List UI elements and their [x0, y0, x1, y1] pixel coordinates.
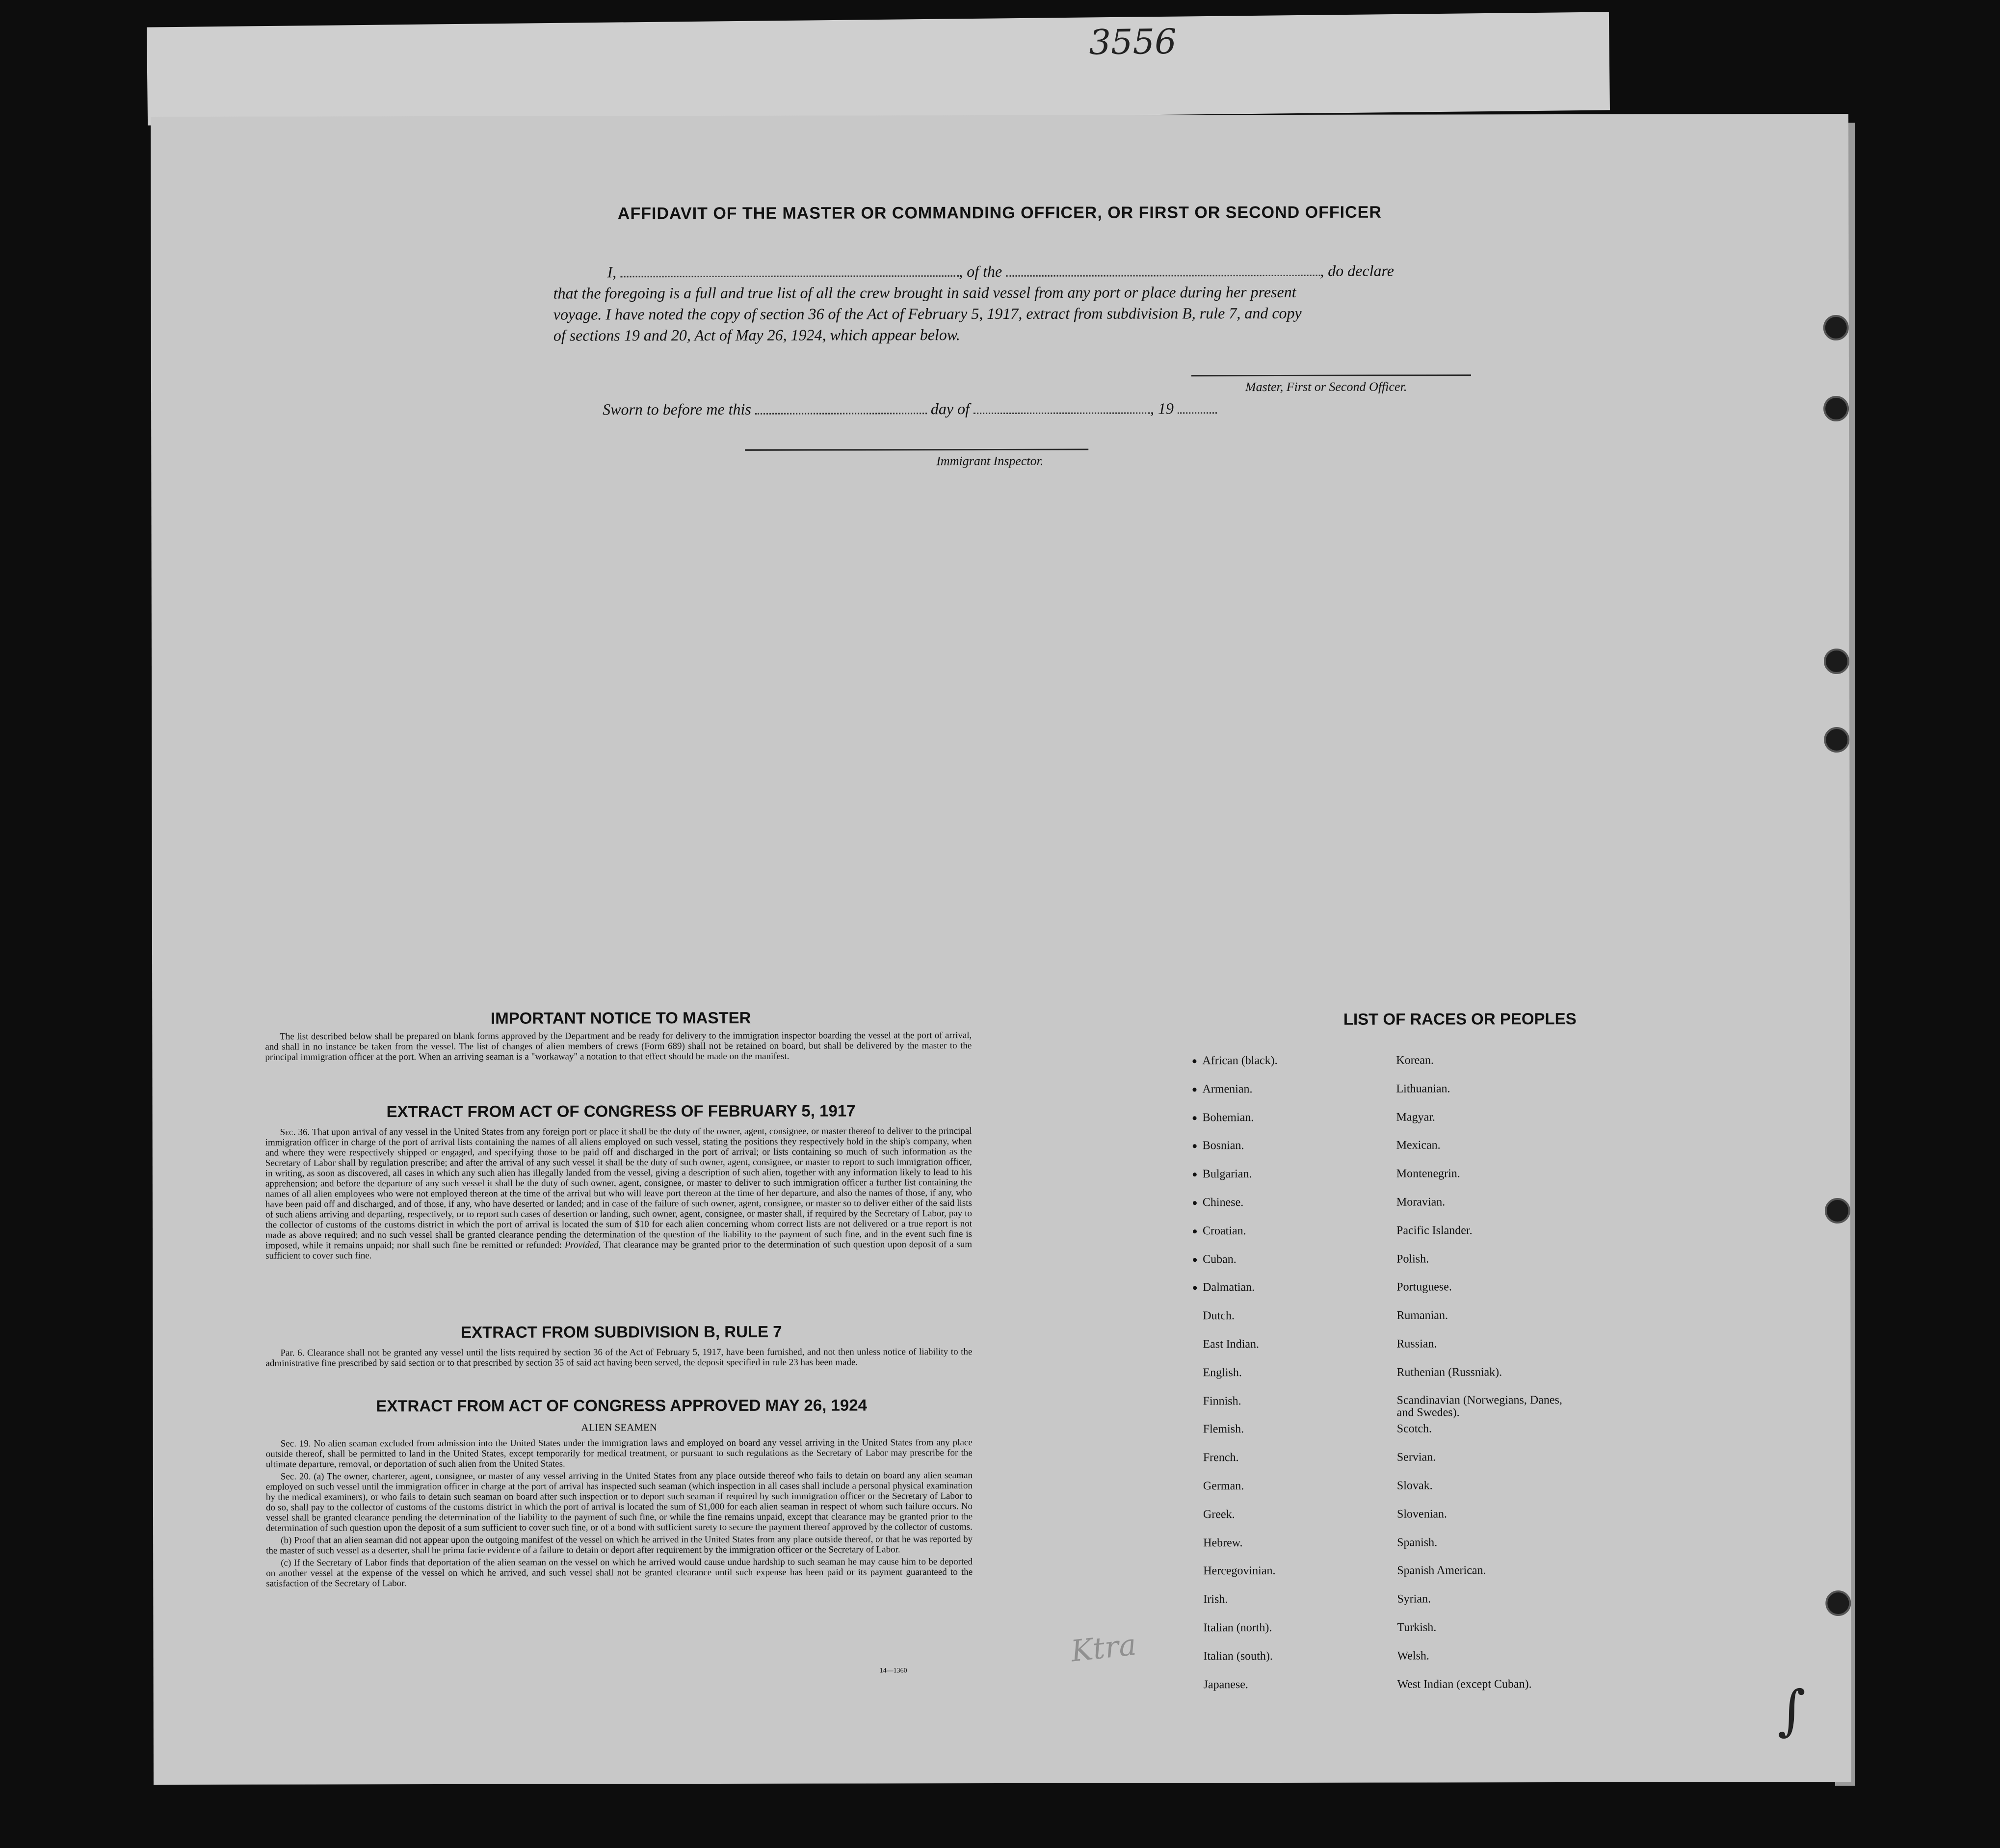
name-field[interactable] [620, 262, 959, 277]
race-item: Portuguese. [1396, 1280, 1452, 1294]
race-item: Korean. [1396, 1054, 1434, 1067]
race-item: Montenegrin. [1396, 1167, 1460, 1180]
affidavit-line-1 [607, 261, 1672, 282]
year-label: , 19 [1150, 399, 1174, 417]
race-item: Lithuanian. [1396, 1082, 1450, 1095]
bullet-icon [1192, 1059, 1196, 1063]
affidavit-line-3: voyage. I have noted the copy of section 36 of the Act of February 5, 1917, extract from subdivision B, rule 7, and copy [553, 304, 1302, 323]
sec-19-paragraph: Sec. 19. No alien seaman excluded from admission into the United States under the immigration laws and employed on board any vessel arriving in the United States from any place outside thereof, shall be permitted to land in the United States, except temporarily for medical treatment, or pursuant to such regulations as the Secretary of Labor may prescribe for the ultimate departure, removal, or deportation of such alien from the United States. [265, 1437, 973, 1470]
affidavit-of-the: , of the [959, 262, 1002, 281]
sworn-line [603, 399, 1486, 418]
race-item: Dalmatian. [1203, 1281, 1255, 1294]
race-item: Mexican. [1396, 1139, 1441, 1152]
sec-36-label: Sec. 36. [280, 1127, 310, 1138]
rule-7-title: EXTRACT FROM SUBDIVISION B, RULE 7 [461, 1322, 782, 1341]
race-item: Spanish. [1397, 1536, 1438, 1549]
sworn-month-field[interactable] [974, 399, 1150, 414]
inspector-label: Immigrant Inspector. [936, 453, 1044, 469]
race-item: Japanese. [1203, 1678, 1248, 1691]
race-item: Italian (north). [1203, 1621, 1272, 1635]
extract-1924-text [266, 1437, 973, 1591]
affidavit-i: I, [607, 263, 617, 281]
race-item: West Indian (except Cuban). [1397, 1677, 1532, 1691]
form-number: 14—1360 [879, 1667, 907, 1675]
sec-20c-paragraph: (c) If the Secretary of Labor finds that deportation of the alien seaman on the vessel on which he arrived would cause undue hardship to such seaman he may cause him to be deported on another vessel at the expense of the vessel on which he arrived, and such vessel shall not be granted clearance until such expense has been paid or its payment guaranteed to the satisfaction of the Secretary of Labor. [266, 1557, 973, 1589]
bullet-icon [1193, 1258, 1197, 1262]
bullet-icon [1193, 1116, 1197, 1120]
punch-hole-icon [1825, 1198, 1850, 1223]
bullet-icon [1193, 1229, 1197, 1233]
master-label: Master, First or Second Officer. [1245, 379, 1407, 394]
notice-text [265, 1030, 972, 1065]
race-item: Hebrew. [1203, 1536, 1243, 1549]
rule-7-text [265, 1347, 972, 1371]
race-item: Syrian. [1397, 1592, 1431, 1606]
race-item: Bulgarian. [1202, 1168, 1252, 1181]
race-item: Magyar. [1396, 1111, 1435, 1124]
punch-hole-icon [1823, 396, 1849, 421]
race-item: Slovak. [1396, 1479, 1433, 1492]
race-item: Irish. [1203, 1593, 1228, 1606]
sworn-label: Sworn to before me this [603, 400, 751, 418]
document-page [151, 114, 1851, 1785]
race-item: Russian. [1396, 1337, 1437, 1351]
punch-hole-icon [1825, 1590, 1851, 1616]
race-item: Greek. [1203, 1508, 1235, 1521]
extract-1917-title: EXTRACT FROM ACT OF CONGRESS OF FEBRUARY 5, 1917 [386, 1101, 856, 1121]
vessel-field[interactable] [1006, 262, 1320, 277]
bullet-icon [1192, 1088, 1196, 1092]
race-item: East Indian. [1203, 1338, 1260, 1351]
race-item: Servian. [1396, 1451, 1436, 1464]
race-item: Turkish. [1397, 1621, 1437, 1634]
races-title: LIST OF RACES OR PEOPLES [1343, 1009, 1577, 1028]
back-sheet [147, 12, 1610, 125]
race-item: German. [1203, 1480, 1244, 1493]
sec-36-paragraph [265, 1126, 972, 1261]
rule-7-paragraph: Par. 6. Clearance shall not be granted any vessel until the lists required by section 36 of the Act of February 5, 1917, have been furnished, and not then unless notice of liability to the administrative fine prescribed by said section or to that prescribed by section 35 of said act having been served, the deposit specified in rule 23 has been made. [265, 1347, 973, 1369]
sec-36-text: That upon arrival of any vessel in the United States from any foreign port or place it shall be the duty of the owner, agent, consignee, or master thereof to deliver to the principal immigration officer in charge of the port of arrival lists containing the names of all aliens employed on such vessel, stating the positions they respectively hold in the ship's company, when and where they were respectively shipped or engaged, and specifying those to be paid off and discharged in the port of arrival; or lists containing so much of such information as the Secretary of Labor shall by regulation prescribe; and after the arrival of any such vessel it shall be the duty of such owner, agent, consignee, or master to report to such immigration officer, in writing, as soon as discovered, all cases in which any such alien has illegally landed from the vessel, giving a description of such alien, together with any information likely to lead to his apprehension; and before the departure of any such vessel it shall be the duty of such owner, agent, consignee, or master to deliver to such immigration officer a further list containing the names of all alien employees who were not employed thereon at the time of the arrival but who will leave port thereon at the time of her departure, and also the names of those, if any, who have been paid off and discharged, and of those, if any, who have deserted or landed; and in case of the failure of such owner, agent, consignee, or master so to deliver either of the said lists of such aliens arriving and departing, respectively, or to report such cases of desertion or landing, such owner, agent, consignee, or master shall, if required by the Secretary of Labor, pay to the collector of customs of the customs district in which the port of arrival is located the sum of $10 for each alien concerning whom correct lists are not delivered or a true report is not made as above required; and no such vessel shall be granted clearance pending the determination of the question of the liability to the payment of such fine, and in the event such fine is imposed, while it remains unpaid; nor shall such fine be remitted or refunded: [265, 1126, 973, 1251]
proviso-label: Provided, [564, 1240, 601, 1250]
race-item: Bosnian. [1202, 1139, 1244, 1152]
race-item: Scandinavian (Norwegians, Danes, and Swedes). [1396, 1393, 1562, 1419]
race-item: Rumanian. [1396, 1309, 1448, 1322]
extract-1924-title: EXTRACT FROM ACT OF CONGRESS APPROVED MAY 26, 1924 [376, 1396, 867, 1415]
race-item: Cuban. [1203, 1252, 1237, 1266]
punch-hole-icon [1824, 649, 1849, 674]
proviso-text: That clearance may be granted prior to the determination of such question upon deposit of a sum sufficient to cover such fine. [265, 1239, 973, 1261]
race-item: Armenian. [1202, 1082, 1253, 1096]
race-item: Chinese. [1202, 1196, 1244, 1209]
race-item: Dutch. [1203, 1309, 1235, 1323]
sworn-day-field[interactable] [755, 400, 927, 415]
race-item: Croatian. [1202, 1224, 1246, 1238]
punch-hole-icon [1823, 315, 1849, 340]
punch-hole-icon [1824, 727, 1849, 753]
affidavit-line-2: that the foregoing is a full and true list of all the crew brought in said vessel from any port or place during her present [553, 283, 1296, 302]
race-item: Moravian. [1396, 1196, 1446, 1209]
race-item: French. [1203, 1451, 1239, 1464]
race-item: Flemish. [1203, 1423, 1244, 1436]
race-item: Welsh. [1397, 1649, 1429, 1663]
affidavit-title: AFFIDAVIT OF THE MASTER OR COMMANDING OFFICER, OR FIRST OR SECOND OFFICER [617, 203, 1382, 223]
handwritten-mark: ∫ [1777, 1679, 1806, 1742]
race-item: Scotch. [1396, 1422, 1432, 1435]
affidavit-declare: , do declare [1320, 261, 1395, 280]
page-number: 3556 [1089, 21, 1177, 63]
race-item: Hercegovinian. [1203, 1564, 1276, 1578]
race-item: Bohemian. [1202, 1111, 1254, 1124]
notice-title: IMPORTANT NOTICE TO MASTER [490, 1008, 751, 1027]
day-of-label: day of [930, 400, 970, 418]
notice-paragraph: The list described below shall be prepared on blank forms approved by the Department and be ready for delivery to the immigration inspector boarding the vessel at the port of arrival, and shall in no instance be taken from the vessel. The list of changes of alien members of crews (Form 689) shall not be retained on board, but shall be delivered by the master to the principal immigration officer at the port. When an arriving seaman is a "workaway" a notation to that effect should be made on the manifest. [265, 1030, 972, 1063]
sec-20b-paragraph: (b) Proof that an alien seaman did not appear upon the outgoing manifest of the vessel on which he arrived in the United States from any place outside thereof, or that he was reported by the master of such vessel as a deserter, shall be prima facie evidence of a failure to detain or deport after requirement by the immigration officer or the Secretary of Labor. [266, 1534, 973, 1556]
race-item: Ruthenian (Russniak). [1396, 1366, 1502, 1379]
sec-20a-paragraph: Sec. 20. (a) The owner, charterer, agent, consignee, or master of any vessel arriving in the United States from any place outside thereof who fails to detain on board any alien seaman employed on such vessel until the immigration officer in charge at the port of arrival has inspected such seaman (which inspection in all cases shall include a personal physical examination by the medical examiners), or who fails to detain such seaman on board after such inspection or to deport such seaman if required by such immigration officer or the Secretary of Labor to do so, shall pay to the collector of customs of the customs district in which the port of arrival is located the sum of $1,000 for each alien seaman in respect of whom such failure occurs. No vessel shall be granted clearance pending the determination of the liability to the payment of such fine, or while the fine remains unpaid, except that clearance may be granted prior to the determination of such question upon the deposit of a sum sufficient to cover such fine, or of a bond with sufficient surety to secure the payment thereof approved by the collector of customs. [265, 1470, 973, 1534]
race-item: Slovenian. [1396, 1508, 1447, 1521]
extract-1917-text [265, 1126, 972, 1263]
handwritten-mark: Ktra [1069, 1627, 1138, 1669]
alien-seamen-subtitle: ALIEN SEAMEN [581, 1421, 658, 1433]
sworn-year-field[interactable] [1178, 399, 1217, 414]
affidavit-line-4: of sections 19 and 20, Act of May 26, 1924, which appear below. [553, 326, 960, 344]
race-item: Finnish. [1203, 1394, 1241, 1407]
race-item: Polish. [1396, 1252, 1429, 1266]
race-item: Pacific Islander. [1396, 1224, 1473, 1237]
bullet-icon [1193, 1201, 1197, 1205]
race-item: Italian (south). [1203, 1649, 1273, 1663]
race-item: Spanish American. [1397, 1564, 1486, 1577]
race-item: African (black). [1202, 1054, 1278, 1067]
race-item: English. [1203, 1366, 1242, 1379]
